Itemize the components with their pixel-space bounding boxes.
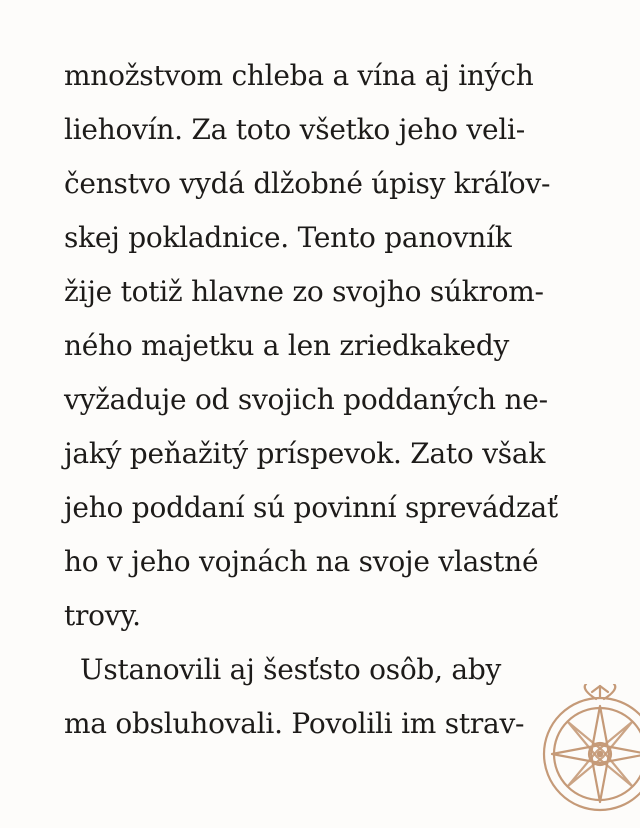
- text-line: jaký peňažitý príspevok. Zato však: [64, 437, 546, 470]
- text-line: čenstvo vydá dlžobné úpisy kráľov-: [64, 167, 551, 200]
- text-line: vyžaduje od svojich poddaných ne-: [64, 383, 548, 416]
- text-line: trovy.: [64, 599, 141, 632]
- text-line: liehovín. Za toto všetko jeho veli-: [64, 113, 525, 146]
- text-line: ma obsluhovali. Povolili im strav-: [64, 707, 525, 740]
- text-line: skej pokladnice. Tento panovník: [64, 221, 512, 254]
- text-line: ného majetku a len zriedkakedy: [64, 329, 510, 362]
- compass-rose-icon: [530, 684, 640, 824]
- paragraph-start-line: Ustanovili aj šesťsto osôb, aby: [80, 653, 502, 686]
- text-line: jeho poddaní sú povinní sprevádzať: [64, 491, 558, 524]
- text-line: ho v jeho vojnách na svoje vlastné: [64, 545, 539, 578]
- text-line: množstvom chleba a vína aj iných: [64, 59, 534, 92]
- text-line: žije totiž hlavne zo svojho súkrom-: [64, 275, 544, 308]
